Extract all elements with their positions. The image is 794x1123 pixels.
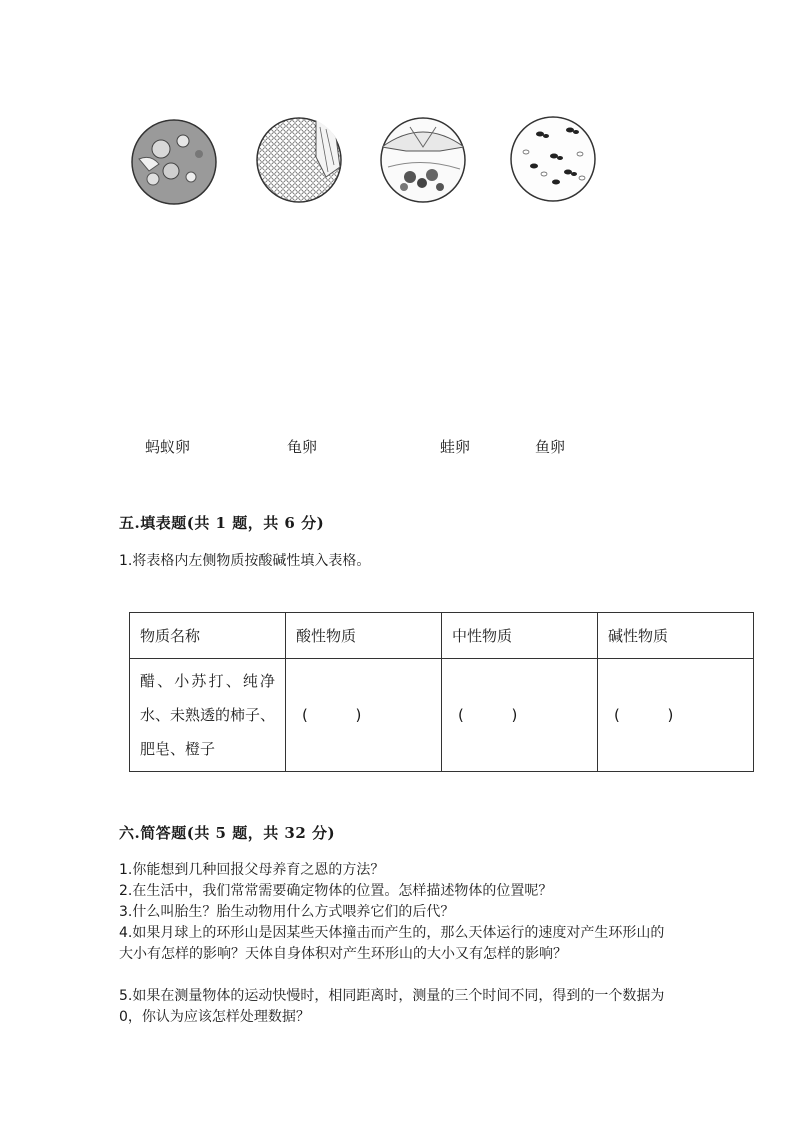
section-6-title: 六.简答题(共 5 题，共 32 分) bbox=[119, 824, 336, 842]
egg-label-turtle: 龟卵 bbox=[287, 438, 318, 456]
header-alkaline: 碱性物质 bbox=[598, 613, 754, 659]
egg-image-3 bbox=[380, 117, 466, 203]
egg-image-2 bbox=[256, 117, 342, 203]
blank-parens: ( ) bbox=[302, 706, 362, 724]
header-neutral: 中性物质 bbox=[442, 613, 598, 659]
egg-label-fish: 鱼卵 bbox=[535, 438, 566, 456]
egg-label-ant: 蚂蚁卵 bbox=[145, 438, 191, 456]
blank-parens: ( ) bbox=[614, 706, 674, 724]
question-5: 5.如果在测量物体的运动快慢时，相同距离时，测量的三个时间不同，得到的一个数据为 0，你认为应该怎样处理数据？ bbox=[119, 988, 665, 1025]
section-5-question: 1.将表格内左侧物质按酸碱性填入表格。 bbox=[119, 553, 371, 569]
question-4: 4.如果月球上的环形山是因某些天体撞击而产生的，那么天体运行的速度对产生环形山的大小有怎样的影响？天体自身体积对产生环形山的大小又有怎样的影响？ bbox=[119, 925, 665, 962]
header-substance-name: 物质名称 bbox=[130, 613, 286, 659]
answer-blank-alkaline[interactable] bbox=[598, 659, 754, 772]
answer-blank-neutral[interactable] bbox=[442, 659, 598, 772]
acid-base-table bbox=[129, 612, 754, 772]
substance-list: 醋、小苏打、纯净水、未熟透的柿子、肥皂、橙子 bbox=[130, 659, 286, 772]
question-2: 2.在生活中，我们常常需要确定物体的位置。怎样描述物体的位置呢？ bbox=[119, 883, 553, 899]
egg-label-frog: 蛙卵 bbox=[440, 438, 471, 456]
answer-blank-acidic[interactable] bbox=[286, 659, 442, 772]
egg-image-1 bbox=[131, 119, 217, 205]
blank-parens: ( ) bbox=[458, 706, 518, 724]
question-1: 1.你能想到几种回报父母养育之恩的方法？ bbox=[119, 862, 385, 878]
header-acidic: 酸性物质 bbox=[286, 613, 442, 659]
section-5-title: 五.填表题(共 1 题，共 6 分) bbox=[119, 514, 325, 532]
question-3: 3.什么叫胎生？胎生动物用什么方式喂养它们的后代？ bbox=[119, 904, 455, 920]
egg-image-4 bbox=[510, 116, 596, 202]
